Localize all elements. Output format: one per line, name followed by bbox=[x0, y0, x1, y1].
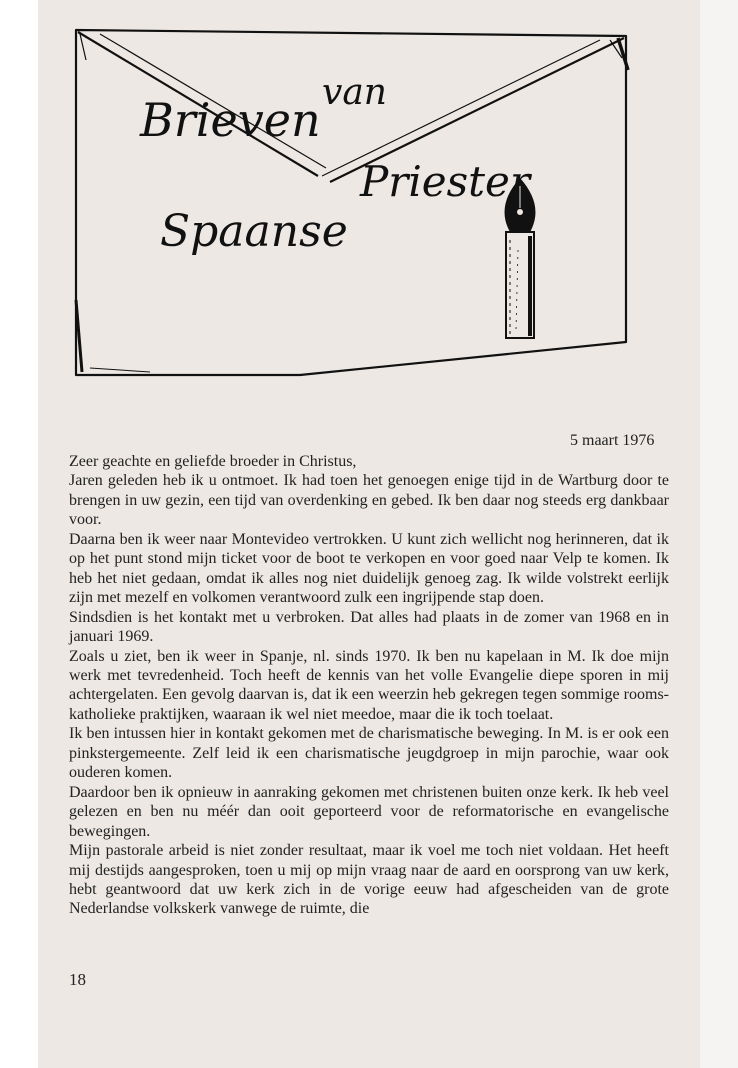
letter-salutation: Zeer geachte en geliefde broeder in Christus, bbox=[69, 453, 357, 470]
header-illustration bbox=[0, 0, 738, 420]
title-word-spaanse: Spaanse bbox=[160, 206, 348, 257]
header-title bbox=[139, 72, 533, 257]
letter-paragraph: Jaren geleden heb ik u ontmoet. Ik had toen het genoegen enige tijd in de Wartburg door te brengen in uw gezin, een tijd van overdenking en gebed. Ik ben daar nog steeds erg dankbaar voor. bbox=[69, 472, 669, 529]
letter-paragraph: Daardoor ben ik opnieuw in aanraking gekomen met christenen buiten onze kerk. Ik heb veel gelezen en ben nu méér dan ooit geporteerd voor de reformatorische en evangelische bewegingen. bbox=[69, 783, 669, 840]
title-word-priester: Priester bbox=[360, 157, 530, 206]
letter-paragraph: Sindsdien is het kontakt met u verbroken. Dat alles had plaats in de zomer van 1968 en in januari 1969. bbox=[69, 608, 669, 646]
letter-body bbox=[69, 452, 669, 919]
title-word-van: van bbox=[322, 72, 387, 113]
title-word-brieven: Brieven bbox=[140, 93, 321, 147]
letter-date: 5 maart 1976 bbox=[570, 432, 655, 449]
letter-paragraph: Zoals u ziet, ben ik weer in Spanje, nl. sinds 1970. Ik ben nu kapelaan in M. Ik doe mijn werk met tevredenheid. Toch heeft de kennis van het volle Evangelie diepe sporen in mij achtergelaten. Een gevolg daarvan is, dat ik een weerzin heb gekregen tegen sommige rooms-katholieke praktijken, waaraan ik wel niet meedoe, maar die ik toch toelaat. bbox=[69, 647, 669, 723]
page-number: 18 bbox=[69, 970, 86, 989]
letter-paragraph: Daarna ben ik weer naar Montevideo vertrokken. U kunt zich wellicht nog herinneren, dat ik op het punt stond mijn ticket voor de boot te verkopen en voor goed naar Velp te komen. Ik heb het niet gedaan, omdat ik alles nog niet duidelijk genoeg zag. Ik wilde volstrekt eerlijk zijn met mezelf en volkomen verantwoord zulk een ingrijpende stap doen. bbox=[69, 530, 669, 607]
letter-paragraph: Mijn pastorale arbeid is niet zonder resultaat, maar ik voel me toch niet voldaan. Het heeft mij destijds aangesproken, toen u mij op mijn vraag naar de aard en oorsprong van uw kerk, hebt geantwoord dat uw kerk zich in de vorige eeuw had afgescheiden van de grote Nederlandse volkskerk vanwege de ruimte, die bbox=[69, 842, 669, 918]
letter-paragraph: Ik ben intussen hier in kontakt gekomen met de charismatische beweging. In M. is er ook een pinkstergemeente. Zelf leid ik een charismatische jeugdgroep in mijn parochie, waar ook ouderen komen. bbox=[69, 725, 669, 782]
